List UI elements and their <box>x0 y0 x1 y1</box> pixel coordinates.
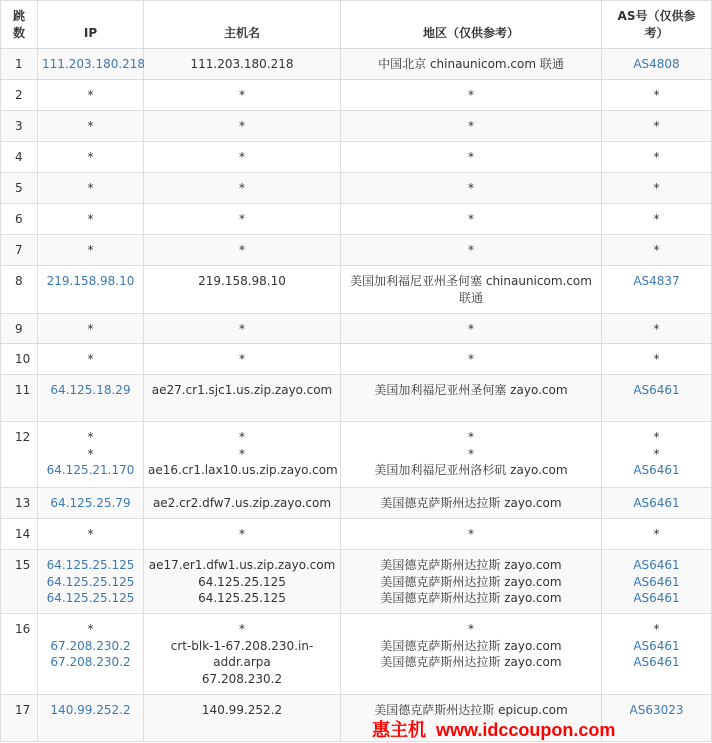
host-value: 111.203.180.218 <box>190 57 294 71</box>
region-value: 美国加利福尼亚州圣何塞 zayo.com <box>374 383 568 397</box>
table-row <box>1 49 712 80</box>
host-value: * <box>239 446 245 461</box>
ip-value[interactable]: 64.125.25.125 <box>46 574 135 589</box>
region-value: 美国德克萨斯州达拉斯 zayo.com <box>380 638 562 653</box>
ip-cell <box>38 695 144 742</box>
region-value: 美国德克萨斯州达拉斯 zayo.com <box>380 655 562 669</box>
as-value: * <box>653 243 660 257</box>
as-cell <box>602 519 712 550</box>
hostname-cell <box>144 519 341 550</box>
as-value[interactable]: AS6461 <box>633 496 680 510</box>
host-value: crt-blk-1-67.208.230.in-addr.arpa <box>170 638 314 669</box>
ip-cell <box>38 173 144 204</box>
ip-cell <box>38 344 144 375</box>
ip-value: * <box>87 430 94 444</box>
ip-value[interactable]: 67.208.230.2 <box>50 638 131 653</box>
ip-value: * <box>87 88 94 102</box>
watermark <box>372 720 615 740</box>
hop-number: 11 <box>1 375 38 422</box>
table-body <box>1 49 712 742</box>
ip-value: * <box>87 527 94 541</box>
region-cell <box>341 142 602 173</box>
as-value[interactable]: AS6461 <box>633 383 680 397</box>
hop-number: 9 <box>1 314 38 344</box>
host-value: * <box>239 181 245 195</box>
ip-value[interactable]: 140.99.252.2 <box>50 703 131 717</box>
header-hostname: 主机名 <box>144 1 341 49</box>
ip-value[interactable]: 219.158.98.10 <box>46 274 135 288</box>
ip-cell <box>38 488 144 519</box>
hostname-cell <box>144 266 341 314</box>
region-cell <box>341 80 602 111</box>
table-row <box>1 614 712 695</box>
hop-number: 13 <box>1 488 38 519</box>
host-value: ae16.cr1.lax10.us.zip.zayo.com <box>148 463 338 477</box>
hostname-cell <box>144 314 341 344</box>
as-value[interactable]: AS6461 <box>633 558 680 572</box>
watermark-brand: 惠主机 <box>372 720 426 740</box>
region-value: 美国德克萨斯州达拉斯 zayo.com <box>380 591 562 605</box>
as-cell <box>602 142 712 173</box>
ip-cell <box>38 142 144 173</box>
as-value: * <box>653 88 660 102</box>
table-row <box>1 142 712 173</box>
region-cell <box>341 422 602 488</box>
hostname-cell <box>144 550 341 614</box>
hop-number: 3 <box>1 111 38 142</box>
as-value: * <box>653 150 660 164</box>
host-value: 140.99.252.2 <box>201 703 283 717</box>
table-row <box>1 235 712 266</box>
region-value: * <box>468 243 474 257</box>
region-cell <box>341 488 602 519</box>
host-value: ae27.cr1.sjc1.us.zip.zayo.com <box>151 383 333 397</box>
ip-value[interactable]: 64.125.25.79 <box>50 496 131 510</box>
as-cell <box>602 550 712 614</box>
as-value[interactable]: AS6461 <box>633 655 680 669</box>
table-row <box>1 80 712 111</box>
region-value: * <box>468 119 474 133</box>
host-value: ae17.er1.dfw1.us.zip.zayo.com <box>148 558 336 572</box>
region-cell <box>341 204 602 235</box>
ip-cell <box>38 375 144 422</box>
region-value: * <box>468 430 474 444</box>
region-value: 美国德克萨斯州达拉斯 zayo.com <box>380 574 562 589</box>
hop-number: 6 <box>1 204 38 235</box>
hop-number: 7 <box>1 235 38 266</box>
ip-cell <box>38 204 144 235</box>
hostname-cell <box>144 173 341 204</box>
host-value: * <box>239 527 245 541</box>
host-value: * <box>239 430 245 444</box>
hop-number: 4 <box>1 142 38 173</box>
region-cell <box>341 614 602 695</box>
region-cell <box>341 519 602 550</box>
table-row <box>1 488 712 519</box>
table-row <box>1 314 712 344</box>
region-value: * <box>468 527 474 541</box>
as-value[interactable]: AS6461 <box>633 591 680 605</box>
ip-cell <box>38 550 144 614</box>
hop-number: 2 <box>1 80 38 111</box>
as-value: * <box>653 622 660 636</box>
hop-number: 8 <box>1 266 38 314</box>
region-cell <box>341 266 602 314</box>
as-cell <box>602 111 712 142</box>
region-value: 美国加利福尼亚州洛杉矶 zayo.com <box>374 463 568 477</box>
as-value: * <box>653 181 660 195</box>
as-cell <box>602 422 712 488</box>
ip-value[interactable]: 64.125.18.29 <box>50 383 131 397</box>
region-value: * <box>468 322 474 336</box>
hostname-cell <box>144 344 341 375</box>
region-cell <box>341 314 602 344</box>
hostname-cell <box>144 614 341 695</box>
as-value: * <box>653 119 660 133</box>
as-cell <box>602 235 712 266</box>
as-cell <box>602 614 712 695</box>
header-hop: 跳数 <box>1 1 38 49</box>
header-ip: IP <box>38 1 144 49</box>
ip-value: * <box>87 352 94 366</box>
ip-value: * <box>87 181 94 195</box>
as-value[interactable]: AS6461 <box>633 574 680 589</box>
as-value: * <box>653 430 660 444</box>
ip-cell <box>38 266 144 314</box>
region-value: * <box>468 446 474 461</box>
region-value: 美国加利福尼亚州圣何塞 chinaunicom.com 联通 <box>350 274 592 305</box>
region-cell <box>341 235 602 266</box>
as-value: * <box>653 322 660 336</box>
header-region: 地区（仅供参考） <box>341 1 602 49</box>
region-value: * <box>468 212 474 226</box>
table-header <box>1 1 712 49</box>
host-value: * <box>239 622 245 636</box>
as-value[interactable]: AS6461 <box>633 638 680 653</box>
as-value[interactable]: AS4837 <box>633 274 680 288</box>
hostname-cell <box>144 111 341 142</box>
as-cell <box>602 49 712 80</box>
region-value: 美国德克萨斯州达拉斯 zayo.com <box>380 558 562 572</box>
region-value: * <box>468 88 474 102</box>
ip-value[interactable]: 111.203.180.218 <box>42 57 146 71</box>
as-value[interactable]: AS4808 <box>633 57 680 71</box>
table-row <box>1 266 712 314</box>
ip-value[interactable]: 64.125.25.125 <box>46 591 135 605</box>
host-value: ae2.cr2.dfw7.us.zip.zayo.com <box>152 496 332 510</box>
table-row <box>1 519 712 550</box>
table-row <box>1 204 712 235</box>
hostname-cell <box>144 235 341 266</box>
ip-value: * <box>87 322 94 336</box>
hop-number: 5 <box>1 173 38 204</box>
as-cell <box>602 488 712 519</box>
as-cell <box>602 344 712 375</box>
host-value: 67.208.230.2 <box>201 671 283 686</box>
host-value: * <box>239 212 245 226</box>
hop-number: 12 <box>1 422 38 488</box>
as-cell <box>602 695 712 742</box>
region-value: 美国德克萨斯州达拉斯 zayo.com <box>380 496 562 510</box>
as-value[interactable]: AS63023 <box>629 703 684 717</box>
ip-value[interactable]: 67.208.230.2 <box>50 655 131 669</box>
region-cell <box>341 550 602 614</box>
host-value: * <box>239 243 245 257</box>
region-cell <box>341 111 602 142</box>
region-value: 美国德克萨斯州达拉斯 epicup.com <box>374 703 568 717</box>
as-cell <box>602 266 712 314</box>
region-value: * <box>468 150 474 164</box>
as-cell <box>602 375 712 422</box>
ip-value: * <box>87 212 94 226</box>
header-as: AS号（仅供参考） <box>602 1 712 49</box>
hop-number: 16 <box>1 614 38 695</box>
host-value: 64.125.25.125 <box>198 591 286 605</box>
as-value: * <box>653 446 660 461</box>
table-row <box>1 422 712 488</box>
hostname-cell <box>144 375 341 422</box>
hostname-cell <box>144 142 341 173</box>
ip-value: * <box>87 446 94 461</box>
table-row <box>1 550 712 614</box>
host-value: * <box>239 119 245 133</box>
hop-number: 14 <box>1 519 38 550</box>
ip-cell <box>38 314 144 344</box>
host-value: * <box>239 352 245 366</box>
table-row <box>1 111 712 142</box>
watermark-url: www.idccoupon.com <box>436 720 616 740</box>
hostname-cell <box>144 204 341 235</box>
hostname-cell <box>144 422 341 488</box>
ip-cell <box>38 422 144 488</box>
ip-cell <box>38 80 144 111</box>
ip-value: * <box>87 243 94 257</box>
ip-cell <box>38 519 144 550</box>
ip-value: * <box>87 150 94 164</box>
hop-number: 1 <box>1 49 38 80</box>
table-row <box>1 344 712 375</box>
region-cell <box>341 344 602 375</box>
as-cell <box>602 314 712 344</box>
ip-cell <box>38 49 144 80</box>
ip-value: * <box>87 119 94 133</box>
hostname-cell <box>144 49 341 80</box>
ip-value[interactable]: 64.125.21.170 <box>46 463 135 477</box>
hop-number: 10 <box>1 344 38 375</box>
ip-cell <box>38 235 144 266</box>
region-cell <box>341 375 602 422</box>
ip-value[interactable]: 64.125.25.125 <box>46 558 135 572</box>
region-cell <box>341 173 602 204</box>
ip-cell <box>38 111 144 142</box>
region-value: * <box>468 622 474 636</box>
host-value: 219.158.98.10 <box>198 274 286 288</box>
host-value: * <box>239 88 245 102</box>
region-value: * <box>468 181 474 195</box>
as-value: * <box>653 527 660 541</box>
host-value: * <box>239 322 245 336</box>
hop-number: 17 <box>1 695 38 742</box>
as-cell <box>602 204 712 235</box>
hostname-cell <box>144 695 341 742</box>
region-value: 中国北京 chinaunicom.com 联通 <box>378 57 564 71</box>
ip-cell <box>38 614 144 695</box>
as-value: * <box>653 212 660 226</box>
table-row <box>1 375 712 422</box>
as-value[interactable]: AS6461 <box>633 463 680 477</box>
table-row <box>1 173 712 204</box>
hop-number: 15 <box>1 550 38 614</box>
as-cell <box>602 173 712 204</box>
host-value: * <box>239 150 245 164</box>
hostname-cell <box>144 488 341 519</box>
as-cell <box>602 80 712 111</box>
host-value: 64.125.25.125 <box>198 574 286 589</box>
region-value: * <box>468 352 474 366</box>
region-cell <box>341 49 602 80</box>
as-value: * <box>653 352 660 366</box>
hostname-cell <box>144 80 341 111</box>
ip-value: * <box>87 622 94 636</box>
